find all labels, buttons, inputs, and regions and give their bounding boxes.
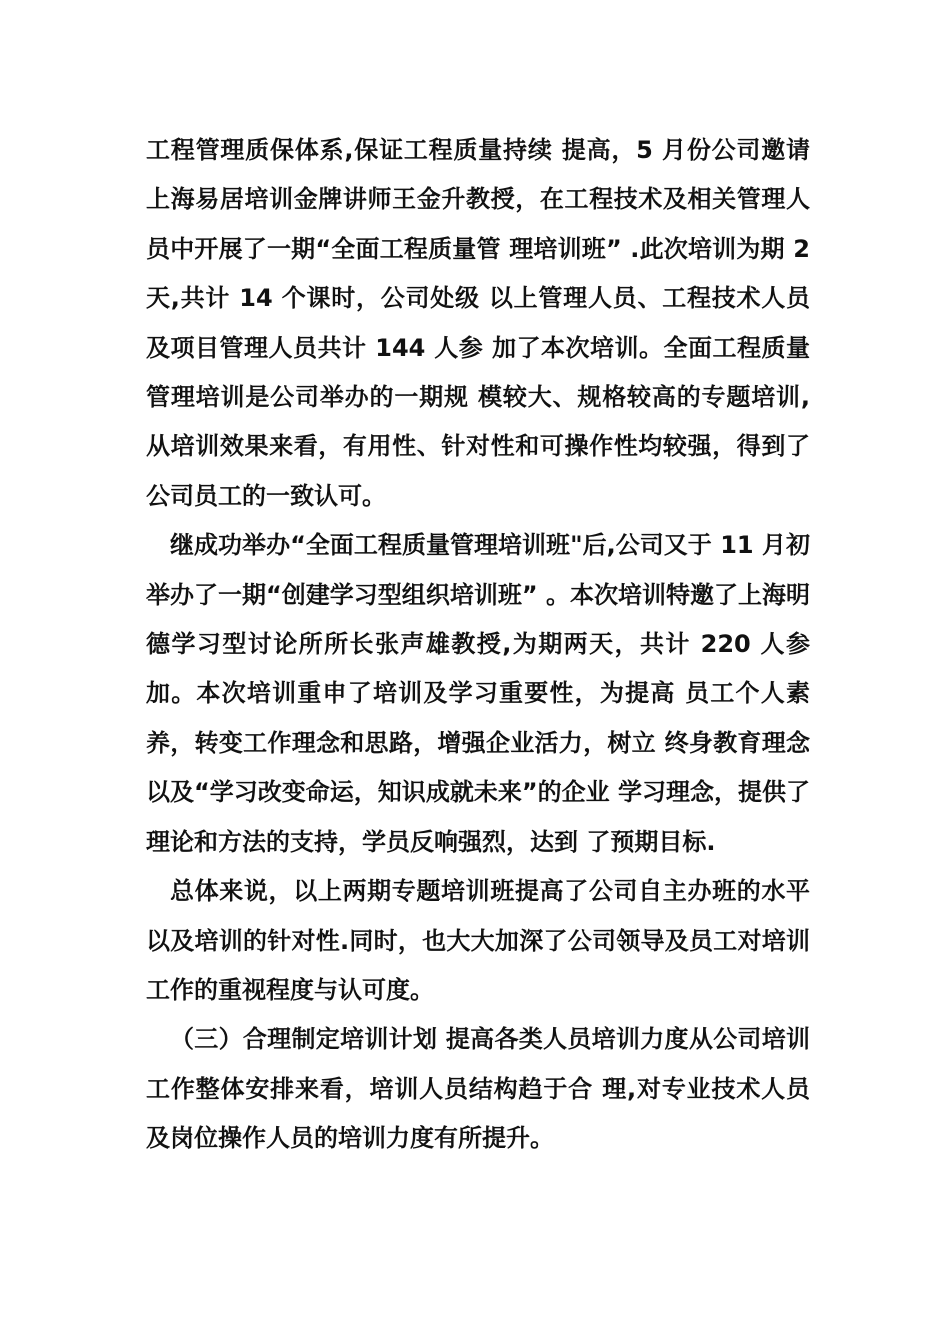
paragraph-4: （三）合理制定培训计划 提高各类人员培训力度从公司培训工作整体安排来看，培训人员结构趋于合 理,对专业技术人员及岗位操作人员的培训力度有所提升。: [146, 1025, 810, 1153]
paragraph-3: 总体来说，以上两期专题培训班提高了公司自主办班的水平以及培训的针对性.同时，也大大加深了公司领导及员工对培训工作的重视程度与认可度。: [146, 877, 810, 1004]
paragraph-2: 继成功举办“全面工程质量管理培训班"后,公司又于 11 月初举办了一期“创建学习型组织培训班” 。本次培训特邀了上海明德学习型讨论所所长张声雄教授,为期两天，共计 220 人参加。本次培训重申了培训及学习重要性，为提高 员工个人素养，转变工作理念和思路，增强企业活力，树立 终身教育理念以及“学习改变命运，知识成就未来”的企业 学习理念，提供了理论和方法的支持，学员反响强烈，达到 了预期目标.: [146, 531, 810, 856]
document-body: [146, 126, 810, 1164]
paragraph-1: 工程管理质保体系,保证工程质量持续 提高，5 月份公司邀请上海易居培训金牌讲师王金升教授，在工程技术及相关管理人员中开展了一期“全面工程质量管 理培训班” .此次培训为期 2 天,共计 14 个课时，公司处级 以上管理人员、工程技术人员及项目管理人员共计 144 人参 加了本次培训。全面工程质量管理培训是公司举办的一期规 模较大、规格较高的专题培训,从培训效果来看，有用性、针对性和可操作性均较强，得到了公司员工的一致认可。: [146, 136, 810, 510]
